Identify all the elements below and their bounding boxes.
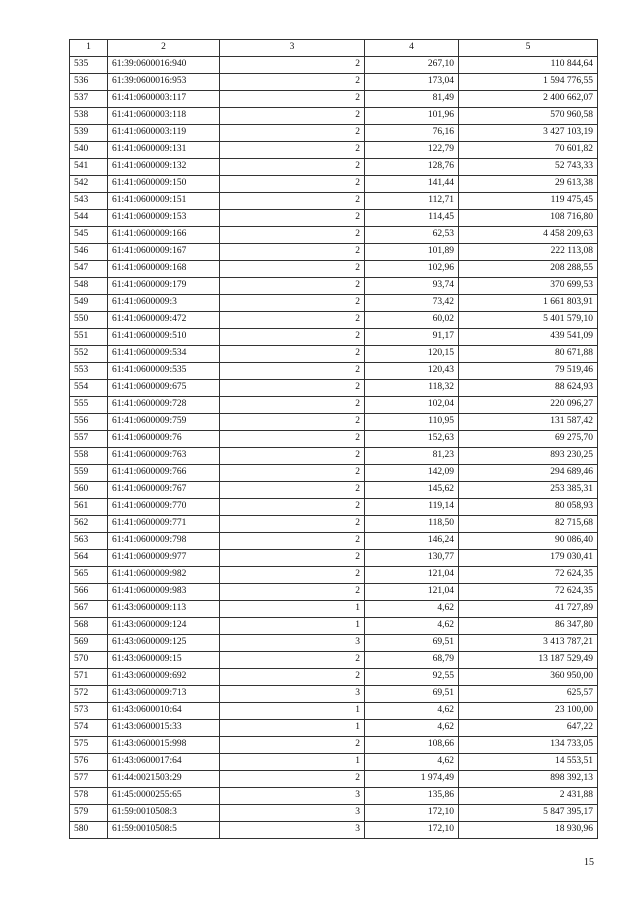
column-5-cell: 5 847 395,17 (459, 805, 598, 822)
column-5-cell: 23 100,00 (459, 703, 598, 720)
cadastral-number-cell: 61:41:0600009:3 (108, 295, 220, 312)
row-number-cell: 572 (70, 686, 108, 703)
column-5-cell: 119 475,45 (459, 193, 598, 210)
column-4-cell: 108,66 (365, 737, 459, 754)
column-4-cell: 122,79 (365, 142, 459, 159)
table-row (70, 346, 598, 363)
column-5-cell: 79 519,46 (459, 363, 598, 380)
column-3-cell: 2 (220, 567, 365, 584)
column-5-cell: 13 187 529,49 (459, 652, 598, 669)
row-number-cell: 564 (70, 550, 108, 567)
column-3-cell: 2 (220, 516, 365, 533)
table-row (70, 822, 598, 839)
row-number-cell: 547 (70, 261, 108, 278)
table-row (70, 108, 598, 125)
column-4-cell: 142,09 (365, 465, 459, 482)
table-row (70, 193, 598, 210)
column-4-cell: 102,04 (365, 397, 459, 414)
column-4-cell: 110,95 (365, 414, 459, 431)
column-header-5: 5 (459, 40, 598, 57)
column-3-cell: 2 (220, 295, 365, 312)
column-5-cell: 88 624,93 (459, 380, 598, 397)
row-number-cell: 549 (70, 295, 108, 312)
cadastral-number-cell: 61:43:0600009:124 (108, 618, 220, 635)
column-4-cell: 69,51 (365, 686, 459, 703)
column-5-cell: 1 661 803,91 (459, 295, 598, 312)
cadastral-number-cell: 61:41:0600009:151 (108, 193, 220, 210)
column-5-cell: 80 058,93 (459, 499, 598, 516)
column-4-cell: 92,55 (365, 669, 459, 686)
table-row (70, 737, 598, 754)
cadastral-number-cell: 61:41:0600009:179 (108, 278, 220, 295)
table-row (70, 771, 598, 788)
cadastral-number-cell: 61:41:0600003:119 (108, 125, 220, 142)
table-row (70, 533, 598, 550)
cadastral-number-cell: 61:41:0600009:168 (108, 261, 220, 278)
row-number-cell: 548 (70, 278, 108, 295)
table-row (70, 210, 598, 227)
column-4-cell: 73,42 (365, 295, 459, 312)
table-row (70, 295, 598, 312)
column-3-cell: 2 (220, 329, 365, 346)
column-3-cell: 2 (220, 210, 365, 227)
column-3-cell: 2 (220, 142, 365, 159)
row-number-cell: 567 (70, 601, 108, 618)
column-3-cell: 2 (220, 125, 365, 142)
row-number-cell: 553 (70, 363, 108, 380)
column-3-cell: 2 (220, 108, 365, 125)
table-row (70, 312, 598, 329)
table-row (70, 686, 598, 703)
column-3-cell: 2 (220, 669, 365, 686)
column-4-cell: 101,96 (365, 108, 459, 125)
cadastral-number-cell: 61:59:0010508:3 (108, 805, 220, 822)
column-3-cell: 2 (220, 482, 365, 499)
cadastral-number-cell: 61:41:0600009:76 (108, 431, 220, 448)
column-4-cell: 172,10 (365, 822, 459, 839)
column-3-cell: 2 (220, 465, 365, 482)
row-number-cell: 562 (70, 516, 108, 533)
table-row (70, 550, 598, 567)
column-4-cell: 130,77 (365, 550, 459, 567)
column-5-cell: 72 624,35 (459, 584, 598, 601)
column-3-cell: 3 (220, 686, 365, 703)
table-row (70, 244, 598, 261)
table-row (70, 278, 598, 295)
column-5-cell: 570 960,58 (459, 108, 598, 125)
cadastral-number-cell: 61:43:0600015:998 (108, 737, 220, 754)
row-number-cell: 543 (70, 193, 108, 210)
row-number-cell: 570 (70, 652, 108, 669)
table-row (70, 397, 598, 414)
column-5-cell: 294 689,46 (459, 465, 598, 482)
cadastral-number-cell: 61:41:0600009:766 (108, 465, 220, 482)
row-number-cell: 557 (70, 431, 108, 448)
column-5-cell: 52 743,33 (459, 159, 598, 176)
column-5-cell: 2 431,88 (459, 788, 598, 805)
cadastral-number-cell: 61:41:0600009:763 (108, 448, 220, 465)
table-row (70, 431, 598, 448)
column-3-cell: 2 (220, 448, 365, 465)
table-row (70, 414, 598, 431)
row-number-cell: 536 (70, 74, 108, 91)
column-3-cell: 2 (220, 499, 365, 516)
cadastral-number-cell: 61:41:0600009:675 (108, 380, 220, 397)
table-row (70, 754, 598, 771)
table-row (70, 720, 598, 737)
row-number-cell: 576 (70, 754, 108, 771)
column-4-cell: 81,23 (365, 448, 459, 465)
row-number-cell: 574 (70, 720, 108, 737)
cadastral-number-cell: 61:43:0600015:33 (108, 720, 220, 737)
row-number-cell: 566 (70, 584, 108, 601)
table-row (70, 74, 598, 91)
row-number-cell: 558 (70, 448, 108, 465)
column-5-cell: 41 727,89 (459, 601, 598, 618)
column-5-cell: 14 553,51 (459, 754, 598, 771)
column-4-cell: 120,43 (365, 363, 459, 380)
column-4-cell: 76,16 (365, 125, 459, 142)
cadastral-number-cell: 61:43:0600017:64 (108, 754, 220, 771)
column-4-cell: 120,15 (365, 346, 459, 363)
row-number-cell: 554 (70, 380, 108, 397)
column-5-cell: 110 844,64 (459, 57, 598, 74)
column-4-cell: 69,51 (365, 635, 459, 652)
table-row (70, 380, 598, 397)
row-number-cell: 535 (70, 57, 108, 74)
column-3-cell: 1 (220, 754, 365, 771)
column-5-cell: 70 601,82 (459, 142, 598, 159)
cadastral-number-cell: 61:41:0600009:510 (108, 329, 220, 346)
table-row (70, 482, 598, 499)
column-3-cell: 2 (220, 363, 365, 380)
table-row (70, 516, 598, 533)
column-5-cell: 72 624,35 (459, 567, 598, 584)
column-5-cell: 108 716,80 (459, 210, 598, 227)
column-4-cell: 152,63 (365, 431, 459, 448)
row-number-cell: 571 (70, 669, 108, 686)
column-3-cell: 2 (220, 91, 365, 108)
column-5-cell: 5 401 579,10 (459, 312, 598, 329)
column-3-cell: 3 (220, 635, 365, 652)
table-row (70, 159, 598, 176)
row-number-cell: 560 (70, 482, 108, 499)
cadastral-number-cell: 61:41:0600009:983 (108, 584, 220, 601)
table-header-row (70, 40, 598, 57)
column-header-3: 3 (220, 40, 365, 57)
column-5-cell: 3 413 787,21 (459, 635, 598, 652)
cadastral-number-cell: 61:59:0010508:5 (108, 822, 220, 839)
column-5-cell: 86 347,80 (459, 618, 598, 635)
column-3-cell: 2 (220, 261, 365, 278)
column-3-cell: 2 (220, 346, 365, 363)
column-5-cell: 90 086,40 (459, 533, 598, 550)
column-3-cell: 3 (220, 805, 365, 822)
column-4-cell: 114,45 (365, 210, 459, 227)
column-3-cell: 1 (220, 703, 365, 720)
cadastral-number-cell: 61:43:0600009:692 (108, 669, 220, 686)
column-4-cell: 81,49 (365, 91, 459, 108)
cadastral-number-cell: 61:41:0600009:535 (108, 363, 220, 380)
table-row (70, 669, 598, 686)
column-5-cell: 208 288,55 (459, 261, 598, 278)
column-5-cell: 893 230,25 (459, 448, 598, 465)
column-3-cell: 2 (220, 227, 365, 244)
column-3-cell: 2 (220, 312, 365, 329)
cadastral-number-cell: 61:41:0600009:767 (108, 482, 220, 499)
table-row (70, 499, 598, 516)
cadastral-number-cell: 61:41:0600009:759 (108, 414, 220, 431)
column-3-cell: 2 (220, 431, 365, 448)
column-3-cell: 2 (220, 737, 365, 754)
column-5-cell: 134 733,05 (459, 737, 598, 754)
row-number-cell: 568 (70, 618, 108, 635)
column-5-cell: 625,57 (459, 686, 598, 703)
cadastral-number-cell: 61:41:0600009:977 (108, 550, 220, 567)
cadastral-number-cell: 61:44:0021503:29 (108, 771, 220, 788)
column-4-cell: 101,89 (365, 244, 459, 261)
column-4-cell: 141,44 (365, 176, 459, 193)
column-3-cell: 3 (220, 822, 365, 839)
column-5-cell: 179 030,41 (459, 550, 598, 567)
column-3-cell: 2 (220, 414, 365, 431)
table-row (70, 142, 598, 159)
cadastral-number-cell: 61:39:0600016:940 (108, 57, 220, 74)
row-number-cell: 559 (70, 465, 108, 482)
column-header-2: 2 (108, 40, 220, 57)
column-3-cell: 2 (220, 397, 365, 414)
column-3-cell: 2 (220, 380, 365, 397)
column-4-cell: 91,17 (365, 329, 459, 346)
column-3-cell: 2 (220, 278, 365, 295)
cadastral-number-cell: 61:43:0600009:15 (108, 652, 220, 669)
table-row (70, 91, 598, 108)
cadastral-number-cell: 61:43:0600009:125 (108, 635, 220, 652)
table-row (70, 567, 598, 584)
table-row (70, 57, 598, 74)
column-5-cell: 222 113,08 (459, 244, 598, 261)
row-number-cell: 555 (70, 397, 108, 414)
column-4-cell: 102,96 (365, 261, 459, 278)
row-number-cell: 539 (70, 125, 108, 142)
column-4-cell: 4,62 (365, 601, 459, 618)
column-4-cell: 93,74 (365, 278, 459, 295)
column-4-cell: 135,86 (365, 788, 459, 805)
column-3-cell: 2 (220, 652, 365, 669)
column-4-cell: 121,04 (365, 567, 459, 584)
column-5-cell: 647,22 (459, 720, 598, 737)
row-number-cell: 544 (70, 210, 108, 227)
column-4-cell: 1 974,49 (365, 771, 459, 788)
row-number-cell: 545 (70, 227, 108, 244)
column-4-cell: 60,02 (365, 312, 459, 329)
table-row (70, 465, 598, 482)
column-5-cell: 131 587,42 (459, 414, 598, 431)
column-3-cell: 2 (220, 159, 365, 176)
cadastral-number-cell: 61:41:0600003:118 (108, 108, 220, 125)
row-number-cell: 580 (70, 822, 108, 839)
column-4-cell: 121,04 (365, 584, 459, 601)
cadastral-number-cell: 61:43:0600010:64 (108, 703, 220, 720)
table-row (70, 584, 598, 601)
column-5-cell: 4 458 209,63 (459, 227, 598, 244)
row-number-cell: 538 (70, 108, 108, 125)
cadastral-number-cell: 61:41:0600009:771 (108, 516, 220, 533)
cadastral-number-cell: 61:45:0000255:65 (108, 788, 220, 805)
column-5-cell: 898 392,13 (459, 771, 598, 788)
column-3-cell: 2 (220, 74, 365, 91)
cadastral-number-cell: 61:41:0600009:472 (108, 312, 220, 329)
column-5-cell: 360 950,00 (459, 669, 598, 686)
column-5-cell: 253 385,31 (459, 482, 598, 499)
column-3-cell: 1 (220, 601, 365, 618)
table-row (70, 261, 598, 278)
row-number-cell: 561 (70, 499, 108, 516)
column-5-cell: 80 671,88 (459, 346, 598, 363)
row-number-cell: 563 (70, 533, 108, 550)
column-3-cell: 2 (220, 550, 365, 567)
cadastral-number-cell: 61:41:0600009:131 (108, 142, 220, 159)
cadastral-number-cell: 61:41:0600009:770 (108, 499, 220, 516)
column-5-cell: 220 096,27 (459, 397, 598, 414)
table-row (70, 788, 598, 805)
cadastral-number-cell: 61:41:0600009:150 (108, 176, 220, 193)
row-number-cell: 578 (70, 788, 108, 805)
cadastral-number-cell: 61:41:0600009:167 (108, 244, 220, 261)
column-4-cell: 173,04 (365, 74, 459, 91)
table-row (70, 703, 598, 720)
column-5-cell: 29 613,38 (459, 176, 598, 193)
row-number-cell: 542 (70, 176, 108, 193)
table-row (70, 652, 598, 669)
column-3-cell: 2 (220, 771, 365, 788)
cadastral-number-cell: 61:41:0600003:117 (108, 91, 220, 108)
column-4-cell: 118,32 (365, 380, 459, 397)
column-4-cell: 112,71 (365, 193, 459, 210)
table-row (70, 125, 598, 142)
cadastral-number-cell: 61:41:0600009:798 (108, 533, 220, 550)
column-4-cell: 4,62 (365, 618, 459, 635)
column-4-cell: 146,24 (365, 533, 459, 550)
column-3-cell: 2 (220, 176, 365, 193)
row-number-cell: 569 (70, 635, 108, 652)
row-number-cell: 550 (70, 312, 108, 329)
column-5-cell: 69 275,70 (459, 431, 598, 448)
column-3-cell: 1 (220, 618, 365, 635)
column-4-cell: 118,50 (365, 516, 459, 533)
column-5-cell: 3 427 103,19 (459, 125, 598, 142)
column-4-cell: 267,10 (365, 57, 459, 74)
data-table (69, 39, 598, 839)
column-5-cell: 1 594 776,55 (459, 74, 598, 91)
row-number-cell: 573 (70, 703, 108, 720)
row-number-cell: 552 (70, 346, 108, 363)
column-4-cell: 172,10 (365, 805, 459, 822)
cadastral-number-cell: 61:41:0600009:132 (108, 159, 220, 176)
row-number-cell: 546 (70, 244, 108, 261)
column-3-cell: 2 (220, 193, 365, 210)
row-number-cell: 556 (70, 414, 108, 431)
column-3-cell: 2 (220, 533, 365, 550)
row-number-cell: 540 (70, 142, 108, 159)
table-row (70, 227, 598, 244)
page-number: 15 (584, 857, 594, 868)
column-5-cell: 2 400 662,07 (459, 91, 598, 108)
table-row (70, 329, 598, 346)
cadastral-number-cell: 61:41:0600009:534 (108, 346, 220, 363)
cadastral-number-cell: 61:41:0600009:728 (108, 397, 220, 414)
column-3-cell: 3 (220, 788, 365, 805)
row-number-cell: 551 (70, 329, 108, 346)
column-4-cell: 4,62 (365, 720, 459, 737)
table-row (70, 363, 598, 380)
cadastral-number-cell: 61:39:0600016:953 (108, 74, 220, 91)
table-row (70, 448, 598, 465)
column-5-cell: 18 930,96 (459, 822, 598, 839)
column-5-cell: 370 699,53 (459, 278, 598, 295)
cadastral-number-cell: 61:43:0600009:113 (108, 601, 220, 618)
column-3-cell: 1 (220, 720, 365, 737)
column-5-cell: 439 541,09 (459, 329, 598, 346)
row-number-cell: 537 (70, 91, 108, 108)
cadastral-number-cell: 61:43:0600009:713 (108, 686, 220, 703)
table-row (70, 176, 598, 193)
table-body (70, 57, 598, 839)
column-4-cell: 4,62 (365, 703, 459, 720)
column-4-cell: 68,79 (365, 652, 459, 669)
column-4-cell: 145,62 (365, 482, 459, 499)
cadastral-number-cell: 61:41:0600009:166 (108, 227, 220, 244)
column-3-cell: 2 (220, 57, 365, 74)
column-header-4: 4 (365, 40, 459, 57)
table-row (70, 805, 598, 822)
row-number-cell: 577 (70, 771, 108, 788)
column-4-cell: 128,76 (365, 159, 459, 176)
column-3-cell: 2 (220, 244, 365, 261)
column-4-cell: 62,53 (365, 227, 459, 244)
row-number-cell: 565 (70, 567, 108, 584)
row-number-cell: 575 (70, 737, 108, 754)
row-number-cell: 541 (70, 159, 108, 176)
table-row (70, 635, 598, 652)
cadastral-number-cell: 61:41:0600009:153 (108, 210, 220, 227)
row-number-cell: 579 (70, 805, 108, 822)
column-4-cell: 4,62 (365, 754, 459, 771)
cadastral-number-cell: 61:41:0600009:982 (108, 567, 220, 584)
column-5-cell: 82 715,68 (459, 516, 598, 533)
table-row (70, 601, 598, 618)
column-4-cell: 119,14 (365, 499, 459, 516)
column-header-1: 1 (70, 40, 108, 57)
column-3-cell: 2 (220, 584, 365, 601)
table-row (70, 618, 598, 635)
